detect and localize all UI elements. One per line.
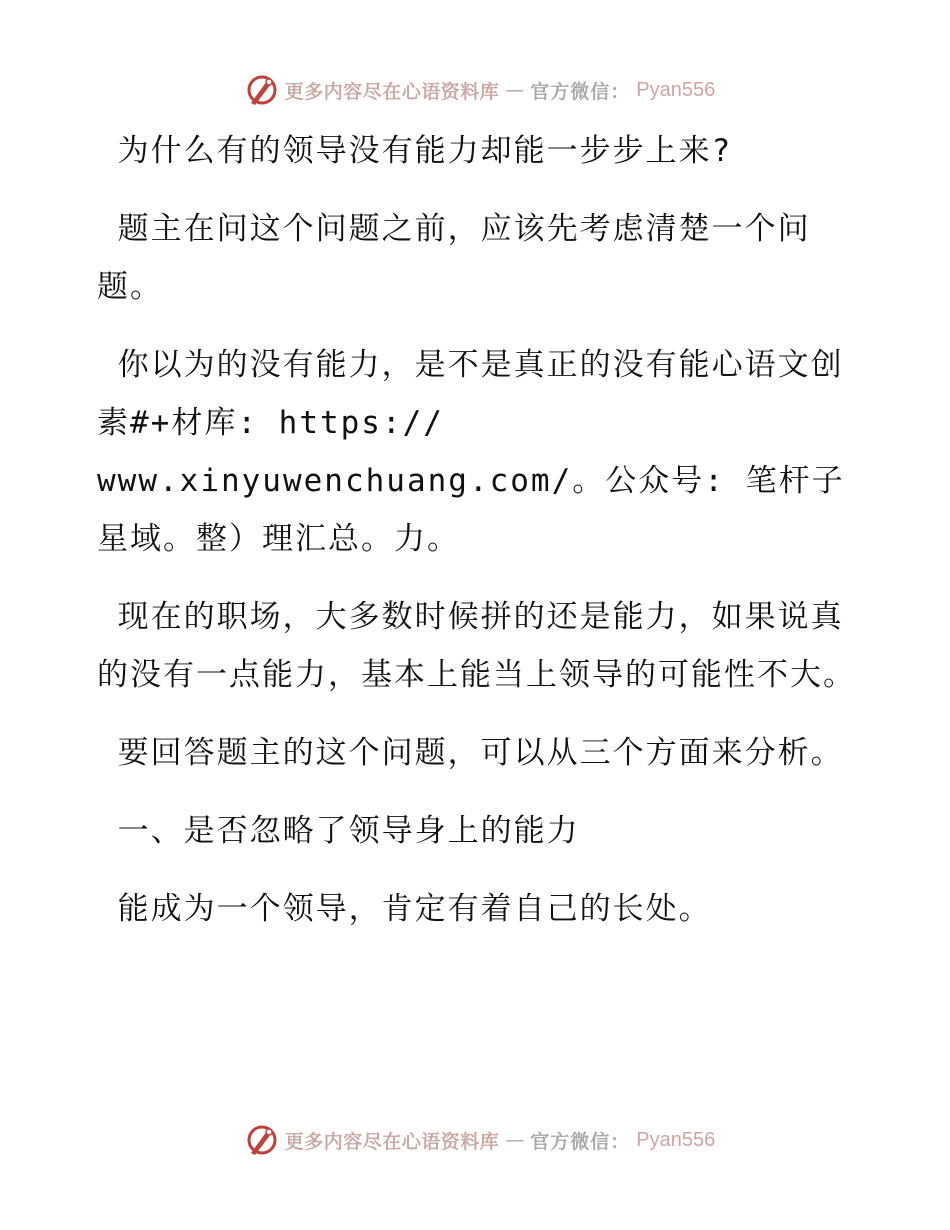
- banner-official-label: 官方微信：: [530, 80, 631, 103]
- paragraph-title-question: 为什么有的领导没有能力却能一步步上来?: [97, 133, 733, 169]
- document-body: [97, 122, 857, 938]
- banner-wechat-id: Pyan556: [636, 1128, 716, 1151]
- pen-logo-icon: [245, 73, 279, 107]
- pen-logo-icon: [245, 1123, 279, 1157]
- banner-wechat-id: Pyan556: [636, 78, 716, 101]
- paragraph-consider: 题主在问这个问题之前，应该先考虑清楚一个问题。: [97, 211, 811, 305]
- banner-official-label: 官方微信：: [530, 1130, 631, 1153]
- footer-banner: [0, 1120, 950, 1160]
- paragraph-three-aspects: 要回答题主的这个问题，可以从三个方面来分析。: [97, 735, 844, 771]
- banner-library-text: 更多内容尽在心语资料库: [284, 1130, 500, 1153]
- paragraph-ability-question: 你以为的没有能力，是不是真正的没有能心语文创素#+材库: https:// www.xinyuwenchuang.com/。公众号: 笔杆子星域。整）理汇总。力。: [97, 347, 845, 557]
- paragraph-workplace: 现在的职场，大多数时候拼的还是能力，如果说真的没有一点能力，基本上能当上领导的可能性不大。: [97, 599, 856, 693]
- banner-dash: —: [505, 1129, 525, 1151]
- header-banner: [0, 70, 950, 110]
- banner-library-text: 更多内容尽在心语资料库: [284, 80, 500, 103]
- banner-dash: —: [505, 79, 525, 101]
- paragraph-section-one-heading: 一、是否忽略了领导身上的能力: [97, 813, 580, 849]
- paragraph-leader-strengths: 能成为一个领导，肯定有着自己的长处。: [97, 891, 712, 927]
